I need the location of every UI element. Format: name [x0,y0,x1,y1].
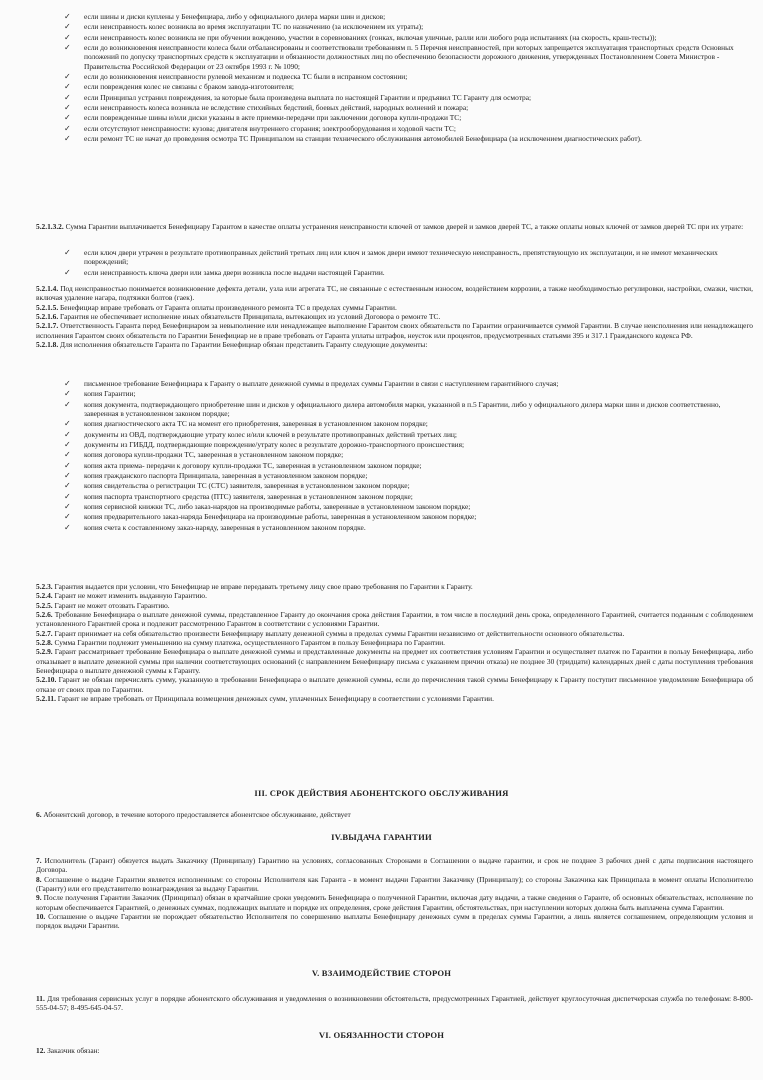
clause-7: 7. Исполнитель (Гарант) обязуется выдать Заказчику (Принципалу) Гарантию на условиях, согласованных Сторонами в Соглашении о выдаче гарантии, и срок не позднее 3 рабочих дней с даты подписания настоящего Договора. [36,856,753,875]
checkmark-icon: ✓ [64,123,71,133]
list-item: ✓ если неисправность колес возникла во время эксплуатации ТС по назначению (за исключением их утраты); [64,22,424,32]
list-item: ✓ копия акта приема- передачи к договору купли-продажи ТС, заверенная в установленном законом порядке; [64,460,422,470]
list-item: ✓ если ремонт ТС не начат до проведения осмотра ТС Принципалом на станции технического обслуживания автомобилей Бенефициара (за исключением диагностических работ). [64,133,642,143]
clause-5-2-9: 5.2.9. Гарант рассматривает требование Бенефициара о выплате денежной суммы и представленные документы на предмет их соответствия условиям Гарантии и осуществляет платеж по Гарантии в пользу Бенефициара, либо отказывает в выплате денежной суммы при наличии соответствующих оснований (с направлением Бенефициару письма с указанием причин отказа) не позднее 30 (тридцати) календарных дней с даты поступления требования Бенефициара о выплате денежной суммы к Гаранту. [36,647,753,675]
clauses-7-to-10 [0,856,763,931]
list-item: ✓ если неисправность ключа двери или замка двери возникла после выдачи настоящей Гарантии. [64,267,385,277]
checkmark-icon: ✓ [64,92,71,102]
list-item: ✓ копия документа, подтверждающего приобретение шин и дисков у официального дилера автомобиля марки, указанной в п.5 Гарантии, либо у официального дилера марки шин и дисков соответственно, заверенная в установленном законом порядке; [64,399,721,418]
clause-5-2-1-4: 5.2.1.4. Под неисправностью понимается возникновение дефекта детали, узла или агрегата ТС, не связанные с естественным износом, воздействием коррозии, а также необходимостью регулировки, настройки, смазки, чистки, включая удаление нагара, подтяжки болтов (гаек). [36,284,753,303]
conditions-list-keys [0,248,763,277]
clause-9: 9. После получения Гарантии Заказчик (Принципал) обязан в кратчайшие сроки уведомить Бенефициара о полученной Гарантии, включая дату выдачи, а также сведения о Гаранте, об основных обязательствах, исполнение по которым обеспечивается Гарантией, о денежных суммах, подлежащих выплате и порядке их определения, сроке действия Гарантии, обстоятельствах, при наступлении которых должна быть выплачена сумма Гарантии. [36,893,753,912]
clause-5-2-5: 5.2.5. Гарант не может отозвать Гарантию. [36,600,170,610]
checkmark-icon: ✓ [64,491,71,501]
checkmark-icon: ✓ [64,71,71,81]
checkmark-icon: ✓ [64,501,71,511]
section-heading-iii: III. СРОК ДЕЙСТВИЯ АБОНЕНТСКОГО ОБСЛУЖИВАНИЯ [254,788,509,798]
checkmark-icon: ✓ [64,429,71,439]
list-item: ✓ если повреждения колес не связаны с браком завода-изготовителя; [64,82,294,92]
clauses-5-2-1-4-to-8 [0,284,763,349]
list-item: ✓ если поврежденные шины и/или диски указаны в акте приемки-передачи при заключении договора купли-продажи ТС; [64,113,462,123]
checkmark-icon: ✓ [64,481,71,491]
list-item: ✓ копия сервисной книжки ТС, либо заказ-нарядов на производимые работы, заверенные в установленном законом порядке; [64,501,471,511]
section-heading-iv: IV.ВЫДАЧА ГАРАНТИИ [331,832,432,842]
clause-5-2-1-7: 5.2.1.7. Ответственность Гаранта перед Бенефициаром за невыполнение или ненадлежащее выполнение Гарантом своих обязательств по Гарантии ограничивается суммой Гарантии. В случае неисполнения или ненадлежащего исполнения Гарантом своих обязательств по Гарантии Бенефициар не в праве требовать от Гаранта уплаты штрафов, неусток или процентов, предусмотренных статьями 395 и 317.1 Гражданского кодекса РФ. [36,321,753,340]
checkmark-icon: ✓ [64,267,71,277]
checkmark-icon: ✓ [64,113,71,123]
clauses-5-2-3-to-11 [0,582,763,703]
list-item: ✓ копия счета к составленному заказ-наряду, заверенная в установленном законом порядке. [64,522,366,532]
checkmark-icon: ✓ [64,82,71,92]
documents-list [0,379,763,532]
checkmark-icon: ✓ [64,32,71,42]
checkmark-icon: ✓ [64,22,71,32]
section-heading-v: V. ВЗАИМОДЕЙСТВИЕ СТОРОН [311,968,452,978]
checkmark-icon: ✓ [64,419,71,429]
checkmark-icon: ✓ [64,460,71,470]
conditions-list-wheels [0,12,763,144]
list-item: ✓ письменное требование Бенефициара к Гаранту о выплате денежной суммы в пределах суммы Гарантии в связи с наступлением гарантийного случая; [64,379,559,388]
list-item: ✓ копия паспорта транспортного средства (ПТС) заявителя, заверенная в установленном законом порядке; [64,491,413,501]
clause-5-2-6: 5.2.6. Требование Бенефициара о выплате денежной суммы, представленное Гаранту до окончания срока действия Гарантии, в том числе в последний день срока, определенного Гарантией, считается поданным с соблюдением установленного Гарантией срока и подлежит рассмотрению Гарантом в соответствии с условиями Гарантии. [36,609,753,629]
checkmark-icon: ✓ [64,399,71,409]
list-item: ✓ если ключ двери утрачен в результате противоправных действий третьих лиц или ключ и замок двери имеют техническую неисправность, препятствующую их эксплуатации, и не имеют механических повреждений; [64,248,718,267]
checkmark-icon: ✓ [64,389,71,399]
checkmark-icon: ✓ [64,522,71,532]
clause-5-2-1-8: 5.2.1.8. Для исполнения обязательств Гаранта по Гарантии Бенефициар обязан представить Гаранту следующие документы: [36,339,428,349]
clause-5-2-8: 5.2.8. Сумма Гарантии подлежит уменьшению на сумму платежа, осуществленного Гарантом в пользу Бенефициара по Гарантии. [36,637,446,647]
clause-12: 12. Заказчик обязан: [36,1046,100,1055]
checkmark-icon: ✓ [64,42,71,52]
list-item: ✓ копия диагностического акта ТС на момент его приобретения, заверенная в установленном законом порядке; [64,419,428,429]
list-item: ✓ документы из ОВД, подтверждающие утрату колес и/или ключей в результате противоправных действий третьих лиц; [64,429,457,439]
checkmark-icon: ✓ [64,470,71,480]
list-item: ✓ если до возникновения неисправности рулевой механизм и подвеска ТС были в исправном состоянии; [64,71,408,81]
clause-5-2-3: 5.2.3. Гарантия выдается при условии, что Бенефициар не вправе передавать третьему лицу свое право требования по Гарантии к Гаранту. [36,582,473,591]
clause-5-2-4: 5.2.4. Гарант не может изменить выданную Гарантию. [36,591,207,601]
checkmark-icon: ✓ [64,248,71,257]
list-item: ✓ копия Гарантии; [64,389,136,399]
section-heading-vi: VI. ОБЯЗАННОСТИ СТОРОН [318,1030,445,1040]
list-item: ✓ копия договора купли-продажи ТС, заверенная в установленном законом порядке; [64,450,344,460]
checkmark-icon: ✓ [64,102,71,112]
checkmark-icon: ✓ [64,450,71,460]
list-item: ✓ если отсутствуют неисправности: кузова; двигателя внутреннего сгорания; электрооборудования и ходовой части ТС; [64,123,456,133]
clause-10: 10. Соглашение о выдаче Гарантии не порождает обязательство Исполнителя по совершению выплаты Бенефициару денежных сумм в пределах суммы Гарантии, а лишь является соглашением, определяющим условия и порядок выдачи Гарантии. [36,911,753,931]
clause-5-2-1-5: 5.2.1.5. Бенефициар вправе требовать от Гаранта оплаты произведенного ремонта ТС в пределах суммы Гарантии. [36,302,397,312]
checkmark-icon: ✓ [64,12,71,21]
list-item: ✓ если неисправность колес возникла не при обучении вождению, участии в соревнованиях (гонках, включая уличные, ралли или любого рода испытаниях (на скорость, краш-тесты)); [64,32,657,42]
clause-5-2-7: 5.2.7. Гарант принимает на себя обязательство произвести Бенефициару выплату денежной суммы в пределах суммы Гарантии независимо от действительности основного обязательства. [36,628,625,638]
list-item: ✓ копия свидетельства о регистрации ТС (СТС) заявителя, заверенная в установленном законом порядке; [64,481,410,491]
clause-5-2-10: 5.2.10. Гарант не обязан перечислять сумму, указанную в требовании Бенефициара о выплате денежной суммы, если до перечисления такой суммы Бенефициару к Гаранту поступит письменное уведомление Бенефициара об отказе от своих прав по Гарантии. [36,675,753,694]
clause-6: 6. Абонентский договор, в течение которого предоставляется абонентское обслуживание, действует [36,810,351,819]
checkmark-icon: ✓ [64,133,71,143]
checkmark-icon: ✓ [64,512,71,522]
clause-8: 8. Соглашение о выдаче Гарантии является исполненным: со стороны Исполнителя как Гаранта - в момент выдачи Гарантии Заказчику (Принципалу); со стороны Заказчика как Принципала в момент оплаты Исполнителю (Гаранту) или его представителю вознаграждения за выдачу Гарантии. [36,874,753,893]
clause-5-2-1-3-2: 5.2.1.3.2. Сумма Гарантии выплачивается Бенефициару Гарантом в качестве оплаты устранения неисправности ключей от замков дверей и замков дверей ТС, а также оплаты новых ключей от замков дверей ТС при их утрате: [36,222,744,231]
clause-11: 11. Для требования сервисных услуг в порядке абонентского обслуживания и уведомления о возникновении обстоятельств, предусмотренных Гарантией, действует круглосуточная диспетчерская служба по телефонам: 8-800-555-04-57; 8-495-645-04-57. [36,994,753,1013]
list-item: ✓ если шины и диски куплены у Бенефициара, либо у официального дилера марки шин и дисков; [64,12,386,21]
checkmark-icon: ✓ [64,439,71,449]
list-item: ✓ копия гражданского паспорта Принципала, заверенная в установленном законом порядке; [64,470,368,480]
list-item: ✓ копия предварительного заказ-наряда Бенефициара на производимые работы, заверенная в установленном законом порядке; [64,512,477,522]
clause-5-2-1-6: 5.2.1.6. Гарантия не обеспечивает исполнение иных обязательств Принципала, вытекающих из условий Договора о ремонте ТС. [36,311,441,321]
list-item: ✓ если неисправность колеса возникла не вследствие стихийных бедствий, боевых действий, народных волнений и пожара; [64,102,469,112]
clause-5-2-11: 5.2.11. Гарант не вправе требовать от Принципала возмещения денежных сумм, уплаченных Бенефициару в соответствии с условиями Гарантии. [36,693,494,703]
list-item: ✓ если Принципал устранил повреждения, за которые была произведена выплата по настоящей Гарантии и предъявил ТС Гаранту для осмотра; [64,92,532,102]
list-item: ✓ документы из ГИБДД, подтверждающие повреждение/утрату колес в результате дорожно-транспортного происшествия; [64,439,465,449]
checkmark-icon: ✓ [64,379,71,388]
list-item: ✓ если до возникновения неисправности колеса были отбалансированы и соответствовали требованиям п. 5 Перечня неисправностей, при которых запрещается эксплуатация транспортных средств Основных положений по допуску транспортных средств к эксплуатации и обязанности должностных лиц по обеспечению безопасности дорожного движения, утвержденных Постановлением Совета Министров - Правительства Российской Федерации от 23 октября 1993 г. № 1090; [64,42,734,71]
